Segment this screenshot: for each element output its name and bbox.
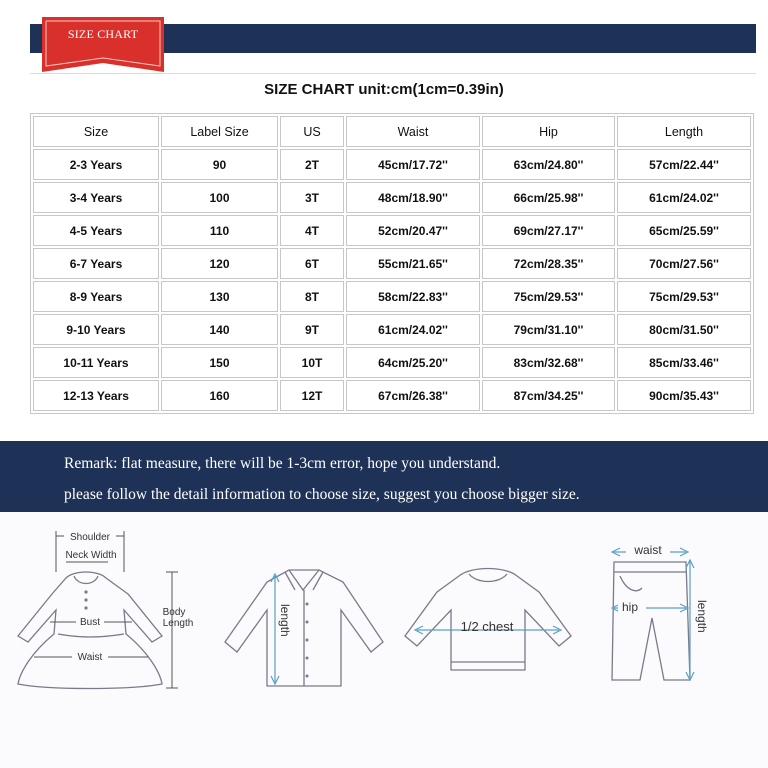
table-cell: 3-4 Years (33, 182, 159, 213)
table-cell: 3T (280, 182, 344, 213)
table-cell: 4T (280, 215, 344, 246)
table-cell: 64cm/25.20'' (346, 347, 480, 378)
table-cell: 57cm/22.44'' (617, 149, 751, 180)
table-cell: 10T (280, 347, 344, 378)
table-cell: 75cm/29.53'' (482, 281, 615, 312)
table-cell: 83cm/32.68'' (482, 347, 615, 378)
shirt-diagram (215, 512, 390, 692)
sweater-diagram (395, 512, 580, 692)
header-length: Length (617, 116, 751, 147)
table-cell: 160 (161, 380, 278, 411)
table-cell: 61cm/24.02'' (617, 182, 751, 213)
pants-hip-label: hip (621, 600, 639, 614)
table-cell: 120 (161, 248, 278, 279)
table-row (33, 149, 751, 180)
table-cell: 10-11 Years (33, 347, 159, 378)
header-waist: Waist (346, 116, 480, 147)
table-cell: 4-5 Years (33, 215, 159, 246)
body-label: Body (162, 607, 186, 618)
remark-line-2: please follow the detail information to choose size, suggest you choose bigger size. (64, 486, 580, 503)
table-cell: 130 (161, 281, 278, 312)
table-row (33, 182, 751, 213)
ribbon-label: SIZE CHART (67, 27, 139, 41)
table-cell: 69cm/27.17'' (482, 215, 615, 246)
pants-diagram (590, 512, 740, 692)
table-cell: 2-3 Years (33, 149, 159, 180)
table-header-row (33, 116, 751, 147)
table-cell: 52cm/20.47'' (346, 215, 480, 246)
table-cell: 9-10 Years (33, 314, 159, 345)
neck-width-label: Neck Width (65, 550, 117, 561)
header-us: US (280, 116, 344, 147)
table-cell: 66cm/25.98'' (482, 182, 615, 213)
remark-line-1: Remark: flat measure, there will be 1-3cm error, hope you understand. (64, 455, 501, 472)
table-row (33, 281, 751, 312)
size-chart-ribbon (42, 17, 164, 72)
waist-label: Waist (77, 652, 103, 663)
table-cell: 79cm/31.10'' (482, 314, 615, 345)
table-row (33, 347, 751, 378)
table-cell: 8-9 Years (33, 281, 159, 312)
table-cell: 6T (280, 248, 344, 279)
table-cell: 61cm/24.02'' (346, 314, 480, 345)
table-row (33, 380, 751, 411)
header-label-size: Label Size (161, 116, 278, 147)
pants-waist-label: waist (634, 543, 662, 557)
table-cell: 9T (280, 314, 344, 345)
measurement-diagrams (0, 512, 768, 768)
table-cell: 80cm/31.50'' (617, 314, 751, 345)
page-title: SIZE CHART unit:cm(1cm=0.39in) (264, 81, 504, 98)
table-cell: 140 (161, 314, 278, 345)
table-cell: 75cm/29.53'' (617, 281, 751, 312)
chest-label: 1/2 chest (460, 619, 514, 634)
header-size: Size (33, 116, 159, 147)
table-cell: 63cm/24.80'' (482, 149, 615, 180)
shoulder-label: Shoulder (69, 532, 111, 543)
table-cell: 72cm/28.35'' (482, 248, 615, 279)
bust-label: Bust (79, 617, 101, 628)
table-cell: 8T (280, 281, 344, 312)
table-cell: 45cm/17.72'' (346, 149, 480, 180)
table-row (33, 215, 751, 246)
table-cell: 90 (161, 149, 278, 180)
table-cell: 48cm/18.90'' (346, 182, 480, 213)
table-cell: 90cm/35.43'' (617, 380, 751, 411)
table-row (33, 248, 751, 279)
table-cell: 85cm/33.46'' (617, 347, 751, 378)
table-cell: 100 (161, 182, 278, 213)
table-cell: 58cm/22.83'' (346, 281, 480, 312)
size-table (30, 113, 754, 414)
table-cell: 6-7 Years (33, 248, 159, 279)
table-cell: 12-13 Years (33, 380, 159, 411)
table-cell: 70cm/27.56'' (617, 248, 751, 279)
table-cell: 87cm/34.25'' (482, 380, 615, 411)
table-cell: 110 (161, 215, 278, 246)
dress-diagram (0, 512, 205, 692)
header-hip: Hip (482, 116, 615, 147)
table-cell: 55cm/21.65'' (346, 248, 480, 279)
table-cell: 67cm/26.38'' (346, 380, 480, 411)
table-cell: 12T (280, 380, 344, 411)
divider (30, 73, 756, 74)
table-cell: 150 (161, 347, 278, 378)
pants-length-label: length (695, 600, 709, 633)
shirt-length-label: length (278, 604, 292, 637)
length-label: Length (162, 618, 194, 629)
table-cell: 65cm/25.59'' (617, 215, 751, 246)
table-cell: 2T (280, 149, 344, 180)
table-row (33, 314, 751, 345)
